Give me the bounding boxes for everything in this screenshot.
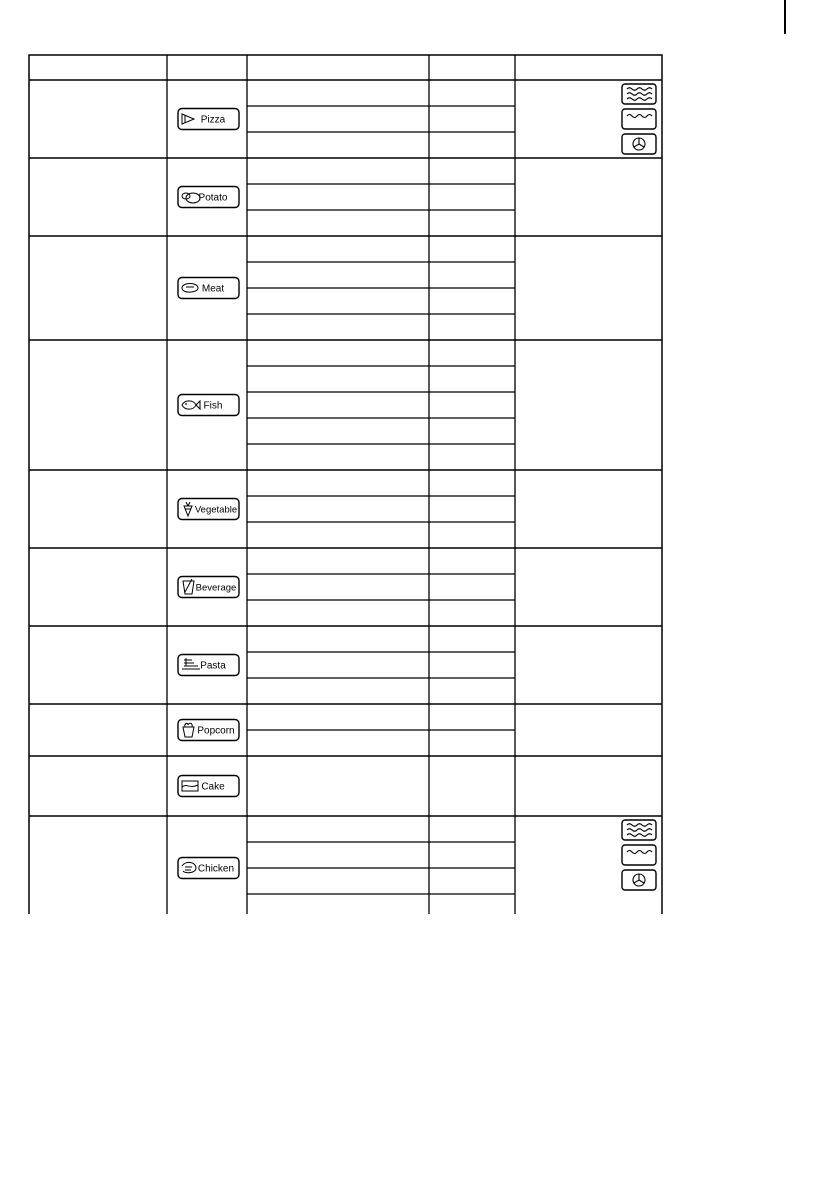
page-edge-line	[784, 0, 786, 34]
program-key-label: Meat	[201, 283, 225, 295]
microwave-icon	[622, 820, 656, 840]
convection-fan-icon	[622, 870, 656, 890]
program-key-label: Fish	[203, 400, 223, 412]
program-key-label: Popcorn	[197, 725, 235, 737]
program-key-label: Cake	[201, 781, 225, 793]
convection-fan-icon	[622, 134, 656, 154]
auto-cook-table	[28, 54, 664, 919]
table-grid	[28, 54, 664, 914]
program-key-label: Pasta	[200, 660, 226, 672]
grill-icon	[622, 109, 656, 129]
program-key-label: Beverage	[195, 582, 237, 594]
program-key-label: Pizza	[200, 114, 226, 126]
program-key-label: Vegetable	[194, 504, 238, 516]
program-key-label: Chicken	[197, 863, 235, 875]
program-key-label: Potato	[198, 192, 228, 204]
grill-icon	[622, 845, 656, 865]
microwave-icon	[622, 84, 656, 104]
